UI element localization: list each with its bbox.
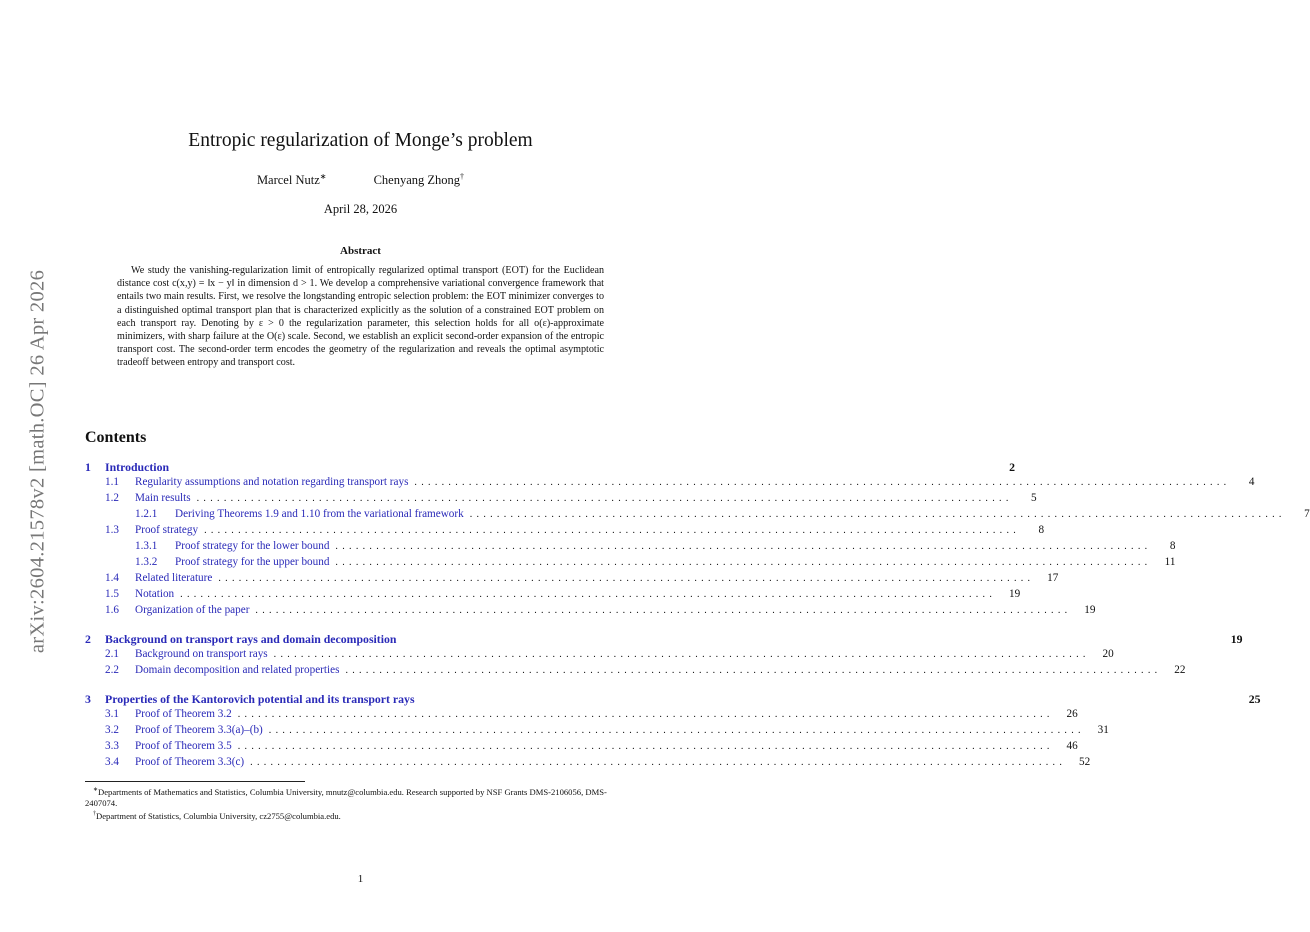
- toc-entry-title[interactable]: Proof strategy for the upper bound: [175, 556, 330, 568]
- toc-entry[interactable]: [85, 588, 1021, 604]
- page-number: 1: [357, 873, 364, 885]
- toc-entry-page: 46: [1066, 740, 1078, 752]
- toc-entry-page: 19: [1230, 632, 1243, 646]
- toc-entry-number: 1.2.1: [135, 508, 158, 520]
- toc-entry-page: 2: [1009, 460, 1016, 474]
- abstract-heading: Abstract: [340, 245, 381, 257]
- footnote-rule: [85, 781, 305, 782]
- toc-entry-title[interactable]: Organization of the paper: [135, 604, 250, 616]
- toc-entry-number: 1.3.2: [135, 556, 158, 568]
- toc-leader-dots: ........................................................................................................................: [218, 573, 1035, 584]
- toc-entry-title[interactable]: Proof of Theorem 3.2: [135, 708, 232, 720]
- toc-entry-number: 3: [85, 692, 91, 706]
- toc-entry[interactable]: [85, 556, 1176, 572]
- toc-entry-title[interactable]: Background on transport rays: [135, 648, 268, 660]
- toc-entry-number: 3.3: [105, 740, 119, 752]
- arxiv-identifier: arXiv:2604.21578v2 [math.OC] 26 Apr 2026: [26, 269, 49, 654]
- toc-entry-page: 20: [1102, 648, 1114, 660]
- footnote: ∗Departments of Mathematics and Statistics, Columbia University, mnutz@columbia.edu. Research supported by NSF Grants DMS-2106056, DMS-2407074.: [85, 786, 607, 808]
- toc-entry-title[interactable]: Background on transport rays and domain decomposition: [105, 632, 397, 646]
- toc-entry-page: 19: [1008, 588, 1021, 600]
- toc-entry[interactable]: [85, 572, 1059, 588]
- toc-leader-dots: ........................................................................................................................: [250, 757, 1067, 768]
- footnote: †Department of Statistics, Columbia University, cz2755@columbia.edu.: [93, 810, 341, 821]
- toc-entry-page: 25: [1248, 692, 1261, 706]
- toc-entry-number: 3.2: [105, 724, 119, 736]
- toc-entry[interactable]: [85, 540, 1176, 556]
- toc-entry-title[interactable]: Main results: [135, 492, 191, 504]
- contents-heading: Contents: [85, 429, 147, 446]
- toc-entry-title[interactable]: Properties of the Kantorovich potential and its transport rays: [105, 692, 415, 706]
- toc-entry-number: 2.1: [105, 648, 119, 660]
- toc-entry-page: 4: [1248, 476, 1255, 488]
- toc-entry-number: 1.4: [105, 572, 119, 584]
- toc-entry-page: 8: [1038, 524, 1045, 536]
- toc-entry-page: 19: [1084, 604, 1096, 616]
- toc-entry-number: 1.5: [105, 588, 119, 600]
- toc-entry-number: 3.1: [105, 708, 119, 720]
- toc-entry-title[interactable]: Notation: [135, 588, 175, 600]
- toc-entry-title[interactable]: Regularity assumptions and notation regarding transport rays: [135, 476, 409, 488]
- author-list: [85, 172, 636, 188]
- toc-leader-dots: ........................................................................................................................: [196, 493, 1013, 504]
- toc-entry-number: 1.6: [105, 604, 119, 616]
- toc-gap: [85, 680, 636, 692]
- toc-gap: [85, 620, 636, 632]
- toc-leader-dots: ........................................................................................................................: [414, 477, 1231, 488]
- toc-entry-page: 8: [1169, 540, 1176, 552]
- toc-entry-page: 31: [1097, 724, 1109, 736]
- toc-entry-title[interactable]: Proof of Theorem 3.5: [135, 740, 232, 752]
- toc-entry-title[interactable]: Deriving Theorems 1.9 and 1.10 from the variational framework: [175, 508, 464, 520]
- footnotes: [85, 785, 636, 822]
- toc-entry-title[interactable]: Related literature: [135, 572, 213, 584]
- toc-leader-dots: ........................................................................................................................: [180, 589, 997, 600]
- toc-entry-page: 7: [1304, 508, 1310, 520]
- toc-entry[interactable]: [85, 708, 1078, 724]
- toc-entry-page: 26: [1066, 708, 1078, 720]
- paper-date: April 28, 2026: [323, 202, 398, 216]
- author: Marcel Nutz∗: [256, 172, 327, 188]
- toc-entry-number: 1.2: [105, 492, 119, 504]
- toc-entry-page: 22: [1174, 664, 1186, 676]
- toc-entry-title[interactable]: Introduction: [105, 460, 170, 474]
- toc-leader-dots: ........................................................................................................................: [335, 557, 1152, 568]
- toc-entry-number: 1.1: [105, 476, 119, 488]
- toc-entry[interactable]: [85, 460, 1016, 476]
- toc-entry-title[interactable]: Domain decomposition and related properties: [135, 664, 340, 676]
- toc-entry[interactable]: [85, 756, 1091, 772]
- toc-leader-dots: ........................................................................................................................: [204, 525, 1021, 536]
- toc-leader-dots: ........................................................................................................................: [273, 649, 1090, 660]
- toc-entry-number: 1.3.1: [135, 540, 158, 552]
- toc-leader-dots: ........................................................................................................................: [255, 605, 1072, 616]
- toc-entry[interactable]: [85, 476, 1255, 492]
- toc-entry[interactable]: [85, 604, 1096, 620]
- toc-entry[interactable]: [85, 692, 1261, 708]
- toc-entry-title[interactable]: Proof of Theorem 3.3(c): [135, 756, 245, 768]
- toc-entry-title[interactable]: Proof strategy: [135, 524, 199, 536]
- toc-entry[interactable]: [85, 724, 1109, 740]
- toc-leader-dots: ........................................................................................................................: [335, 541, 1152, 552]
- toc-entry[interactable]: [85, 508, 1310, 524]
- toc-entry-number: 2.2: [105, 664, 119, 676]
- toc-entry-title[interactable]: Proof strategy for the lower bound: [175, 540, 330, 552]
- toc-entry-number: 1.3: [105, 524, 119, 536]
- toc-leader-dots: ........................................................................................................................: [268, 725, 1085, 736]
- toc-entry[interactable]: [85, 648, 1114, 664]
- toc-leader-dots: ........................................................................................................................: [345, 665, 1162, 676]
- table-of-contents: [85, 460, 1310, 772]
- abstract-text: We study the vanishing-regularization limit of entropically regularized optimal transport (EOT) for the Euclidean distance cost c(x,y) = ‖x − y‖ in dimension d > 1. We develop a comprehensive variational convergence framework that entails two main results. First, we resolve the longstanding entropic selection problem: the EOT minimizer converges to a distinguished optimal transport plan that is characterized explicitly as the solution of a constrained EOT problem on each transport ray. Denoting by ε > 0 the regularization parameter, this selection holds for all o(ε)-approximate minimizers, with sharp failure at the O(ε) scale. Second, we establish an explicit second-order expansion of the entropic transport cost. The second-order term encodes the geometry of the regularization and reveals the optimal asymptotic tradeoff between entropy and transport cost.: [117, 265, 604, 369]
- toc-entry-number: 3.4: [105, 756, 119, 768]
- toc-entry-page: 52: [1078, 756, 1091, 768]
- toc-leader-dots: ........................................................................................................................: [469, 509, 1286, 520]
- toc-entry[interactable]: [85, 492, 1037, 508]
- toc-entry-number: 1: [85, 460, 91, 474]
- toc-entry-page: 5: [1031, 492, 1037, 504]
- toc-leader-dots: ........................................................................................................................: [237, 741, 1054, 752]
- toc-entry-number: 2: [85, 632, 91, 646]
- paper-title: Entropic regularization of Monge’s problem: [188, 130, 533, 151]
- author: Chenyang Zhong†: [373, 172, 465, 188]
- toc-entry-page: 11: [1164, 556, 1176, 568]
- toc-entry[interactable]: [85, 632, 1243, 648]
- toc-leader-dots: ........................................................................................................................: [237, 709, 1054, 720]
- toc-entry[interactable]: [85, 664, 1186, 680]
- toc-entry[interactable]: [85, 740, 1078, 756]
- toc-entry-page: 17: [1047, 572, 1059, 584]
- toc-entry-title[interactable]: Proof of Theorem 3.3(a)–(b): [135, 724, 263, 736]
- toc-entry[interactable]: [85, 524, 1045, 540]
